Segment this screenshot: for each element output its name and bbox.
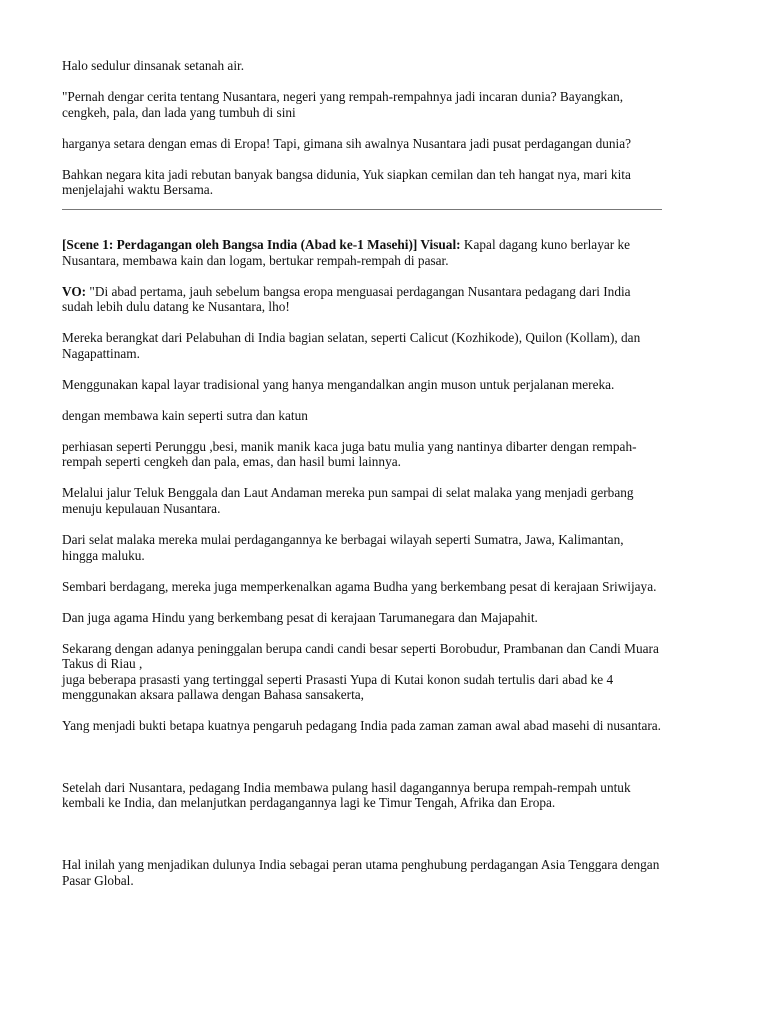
scene-heading-paragraph [62, 237, 662, 268]
intro-paragraph-1: "Pernah dengar cerita tentang Nusantara, negeri yang rempah-rempahnya jadi incaran dunia? Bayangkan, cengkeh, pala, dan lada yang tumbuh di sini [62, 88, 624, 120]
bukti-paragraph: Yang menjadi bukti betapa kuatnya pengaruh pedagang India pada zaman zaman awal abad masehi di nusantara. [62, 718, 662, 734]
vo-text: "Di abad pertama, jauh sebelum bangsa eropa menguasai perdagangan Nusantara pedagang dari India sudah lebih dulu datang ke Nusantara, lho! [62, 283, 631, 315]
body-paragraph: Mereka berangkat dari Pelabuhan di India bagian selatan, seperti Calicut (Kozhikode), Quilon (Kollam), dan Nagapattinam. [62, 330, 641, 361]
vo-paragraph [62, 284, 662, 315]
document-page [62, 58, 662, 904]
intro-paragraph-2: harganya setara dengan emas di Eropa! Tapi, gimana sih awalnya Nusantara jadi pusat perdagangan dunia? [62, 135, 632, 151]
section-divider [62, 209, 662, 210]
body-paragraph: perhiasan seperti Perunggu ,besi, manik manik kaca juga batu mulia yang nantinya dibarter dengan rempah-rempah seperti cengkeh dan pala, emas, dan hasil bumi lainnya. [62, 438, 637, 470]
candi-paragraph: Sekarang dengan adanya peninggalan berupa candi candi besar seperti Borobudur, Prambanan dan Candi Muara Takus di Riau , [62, 640, 659, 672]
body-paragraph: Menggunakan kapal layar tradisional yang hanya mengandalkan angin muson untuk perjalanan mereka. [62, 376, 615, 392]
body-paragraph: Dari selat malaka mereka mulai perdagangannya ke berbagai wilayah seperti Sumatra, Jawa, Kalimantan, hingga maluku. [62, 531, 624, 563]
intro-paragraph-3: Bahkan negara kita jadi rebutan banyak bangsa didunia, Yuk siapkan cemilan dan teh hangat nya, mari kita menjelajahi waktu Bersama. [62, 166, 631, 198]
prasasti-paragraph: juga beberapa prasasti yang tertinggal seperti Prasasti Yupa di Kutai konon sudah tertulis dari abad ke 4 menggunakan aksara pallawa dengan Bahasa sansakerta, [62, 671, 614, 703]
greeting-paragraph: Halo sedulur dinsanak setanah air. [62, 58, 245, 73]
scene-visual-text: Kapal dagang kuno berlayar ke Nusantara, membawa kain dan logam, bertukar rempah-rempah di pasar. [62, 237, 631, 268]
body-paragraph: Dan juga agama Hindu yang berkembang pesat di kerajaan Tarumanegara dan Majapahit. [62, 609, 538, 625]
hal-paragraph: Hal inilah yang menjadikan dulunya India sebagai peran utama penghubung perdagangan Asia Tenggara dengan Pasar Global. [62, 857, 660, 888]
body-paragraph: dengan membawa kain seperti sutra dan katun [62, 407, 308, 423]
scene-heading: [Scene 1: Perdagangan oleh Bangsa India (Abad ke-1 Masehi)] Visual: [62, 237, 461, 253]
vo-label: VO: [62, 283, 87, 299]
setelah-paragraph: Setelah dari Nusantara, pedagang India membawa pulang hasil dagangannya berupa rempah-rempah untuk kembali ke India, dan melanjutkan perdagangannya lagi ke Timur Tengah, Afrika dan Eropa. [62, 779, 631, 811]
body-paragraph: Melalui jalur Teluk Benggala dan Laut Andaman mereka pun sampai di selat malaka yang menjadi gerbang menuju kepulauan Nusantara. [62, 485, 634, 516]
body-paragraph: Sembari berdagang, mereka juga memperkenalkan agama Budha yang berkembang pesat di kerajaan Sriwijaya. [62, 578, 657, 594]
